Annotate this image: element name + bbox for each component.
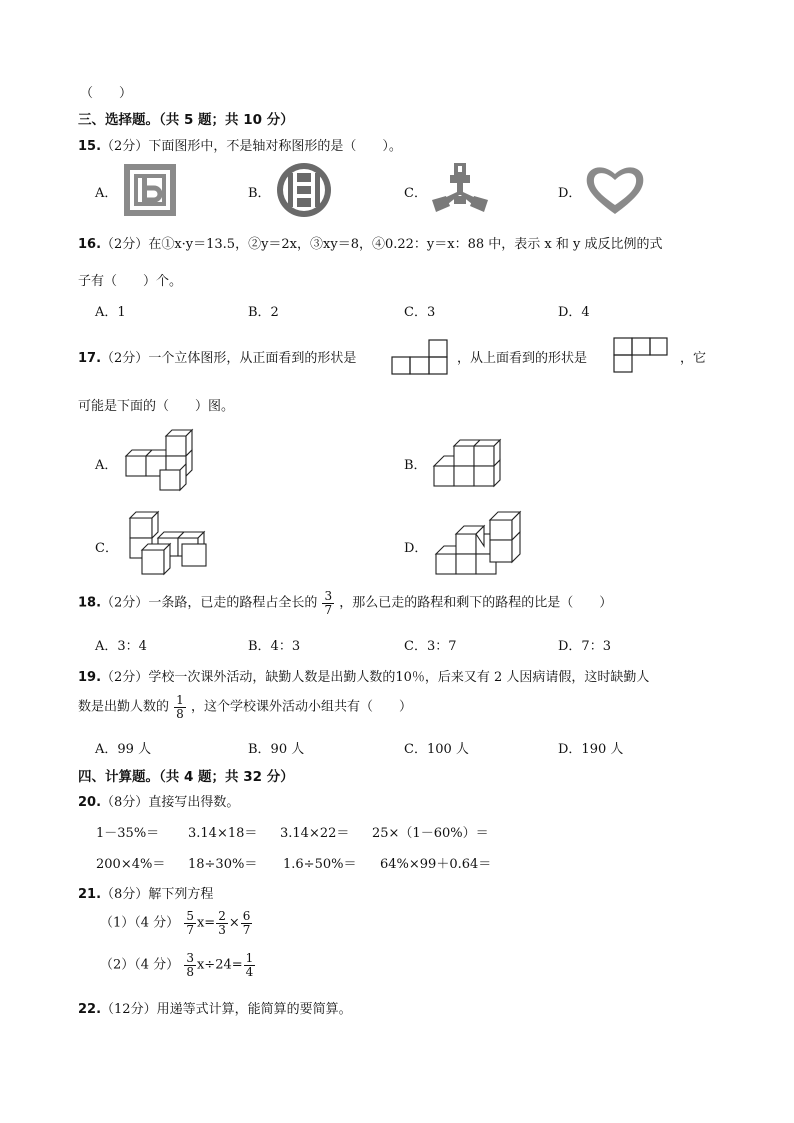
top-view-figure [612,336,670,374]
calc-item: 3.14×22＝ [280,826,350,841]
question-number: 16. [78,237,102,252]
fraction-numerator: 5 [186,909,194,923]
question-score: （2分） [101,139,149,154]
question-stem-part: 数是出勤人数的 [78,699,170,715]
calc-item: 1－35%＝ [96,826,160,841]
question-number: 21. [78,887,102,902]
question-17 [78,347,356,366]
option-label: B． [248,186,271,201]
option-c: C．3 [404,305,436,320]
question-number: 19. [78,670,102,685]
fraction-denominator: 7 [186,922,194,937]
option-b: B． [404,458,427,473]
option-b: B．90 人 [248,742,305,757]
question-21 [78,883,213,902]
fraction-numerator: 6 [242,909,251,923]
option-c: C．100 人 [404,742,469,757]
question-score: （2分） [101,670,149,685]
fraction-denominator: 4 [245,964,254,979]
fraction-denominator: 8 [186,964,194,979]
fraction-numerator: 2 [218,909,226,923]
question-number: 20. [78,795,102,810]
question-stem-part: ，它 [680,351,707,366]
option-label: D． [558,186,582,201]
question-16 [78,233,662,252]
option-b: B．4：3 [248,639,301,654]
fraction [241,910,253,936]
question-number: 22. [78,1002,102,1017]
fraction-numerator: 1 [176,693,184,707]
answer-blank: （ ） [80,86,133,101]
equation-1 [100,910,253,936]
equation-label: （1）（4 分） [100,915,180,931]
question-15 [78,135,402,154]
cube-stack-a-figure [122,426,204,496]
fraction-numerator: 1 [245,951,254,965]
question-stem: 一条路，已走的路程占全长的 [148,595,318,611]
question-22 [78,998,352,1017]
question-number: 17. [78,351,102,366]
fraction-denominator: 7 [324,602,333,617]
equation-label: （2）（4 分） [100,957,180,973]
square-logo-icon [122,162,178,218]
question-score: （2分） [101,237,149,252]
option-c: C．3：7 [404,639,457,654]
question-stem: 学校一次课外活动，缺勤人数是出勤人数的10％，后来又有 2 人因病请假，这时缺勤人 [148,670,650,685]
question-18 [78,590,612,616]
fraction [244,952,256,978]
fraction [184,952,196,978]
question-number: 18. [78,595,102,611]
option-c: C． [95,541,118,556]
triple-shape-icon [428,160,492,218]
fraction-numerator: 3 [324,589,333,603]
question-stem: 一个立体图形，从正面看到的形状是 [148,351,357,366]
question-score: （12分） [101,1002,157,1017]
circle-emblem-icon [273,160,335,220]
option-d: D．190 人 [558,742,624,757]
equation-text: × [228,915,240,931]
question-number: 15. [78,139,102,154]
question-stem-part: ，从上面看到的形状是 [457,351,588,366]
front-view-figure [390,338,450,376]
question-stem: 在①x·y＝13.5，②y＝2x，③xy＝8，④0.22：y＝x：88 中，表示 x 和 y 成反比例的式 [148,237,663,252]
option-a: A．1 [95,305,126,320]
fraction [322,590,334,616]
calc-item: 64%×99＋0.64＝ [380,857,492,872]
question-score: （8分） [101,887,149,902]
fraction [184,910,196,936]
question-stem: 直接写出得数。 [148,795,240,810]
calc-item: 18÷30%＝ [188,857,258,872]
question-20 [78,791,239,810]
question-stem: 解下列方程 [148,887,214,902]
cube-stack-d-figure [432,508,524,580]
option-a: A． [95,458,118,473]
option-a: A．3：4 [95,639,147,654]
option-d: D．7：3 [558,639,611,654]
section-title: 四、计算题。（共 4 题；共 32 分） [78,769,294,785]
question-stem-continued [78,694,412,720]
equation-2 [100,952,256,978]
calc-item: 3.14×18＝ [188,826,258,841]
question-stem-part: ，那么已走的路程和剩下的路程的比是（ ） [339,595,613,611]
fraction-numerator: 3 [186,951,194,965]
question-score: （2分） [101,351,149,366]
cube-stack-b-figure [430,432,506,490]
question-19 [78,666,649,685]
calc-item: 1.6÷50%＝ [283,857,357,872]
question-score: （2分） [101,595,149,611]
fraction-denominator: 7 [242,922,251,937]
fraction [174,694,186,720]
calc-item: 25×（1－60%）＝ [372,826,489,841]
option-label: A． [95,186,118,201]
calc-item: 200×4%＝ [96,857,166,872]
cube-stack-c-figure [126,508,210,580]
option-a: A．99 人 [95,742,152,757]
section-title: 三、选择题。（共 5 题；共 10 分） [78,112,294,128]
option-b: B．2 [248,305,279,320]
question-stem-part: ，这个学校课外活动小组共有（ ） [190,699,412,715]
question-stem: 用递等式计算，能简算的要简算。 [156,1002,352,1017]
option-d: D．4 [558,305,590,320]
fraction [216,910,228,936]
question-stem-continued: 子有（ ）个。 [78,274,183,289]
equation-text: x= [196,915,216,931]
option-d: D． [404,541,428,556]
fraction-denominator: 3 [218,922,226,937]
equation-text: x÷24= [196,957,243,973]
heart-icon [583,162,647,218]
option-label: C． [404,186,427,201]
question-stem: 下面图形中，不是轴对称图形的是（ ）。 [148,139,402,154]
question-score: （8分） [101,795,149,810]
question-stem-continued: 可能是下面的（ ）图。 [78,399,235,414]
fraction-denominator: 8 [176,706,184,721]
